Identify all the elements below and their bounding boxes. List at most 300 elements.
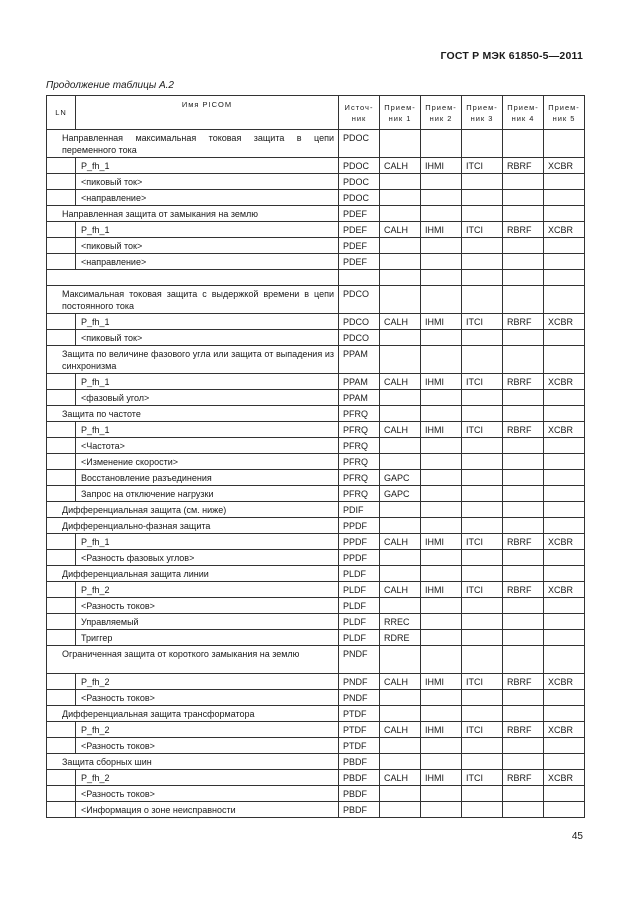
- picom-name-cell: <Разность токов>: [76, 738, 339, 754]
- receiver-1-cell: CALH: [380, 722, 421, 738]
- source-cell: PLDF: [339, 582, 380, 598]
- receiver-3-cell: ITCI: [462, 374, 503, 390]
- receiver-3-cell: [462, 270, 503, 286]
- receiver-5-cell: XCBR: [544, 534, 585, 550]
- receiver-2-cell: [421, 502, 462, 518]
- picom-name-cell: <направление>: [76, 190, 339, 206]
- receiver-2-cell: IHMI: [421, 674, 462, 690]
- receiver-3-cell: [462, 802, 503, 818]
- source-cell: PBDF: [339, 754, 380, 770]
- ln-cell: [47, 314, 76, 330]
- function-name-cell: Дифференциально-фазная защита: [47, 518, 339, 534]
- picom-name-cell: P_fh_1: [76, 222, 339, 238]
- receiver-2-cell: IHMI: [421, 158, 462, 174]
- receiver-5-cell: [544, 174, 585, 190]
- source-cell: PPDF: [339, 550, 380, 566]
- header-row: [47, 96, 585, 130]
- receiver-3-cell: [462, 646, 503, 674]
- receiver-5-cell: [544, 130, 585, 158]
- ln-cell: [47, 222, 76, 238]
- table-row: [47, 390, 585, 406]
- ln-cell: [47, 534, 76, 550]
- receiver-4-cell: RBRF: [503, 422, 544, 438]
- receiver-4-cell: [503, 470, 544, 486]
- table-row: [47, 534, 585, 550]
- receiver-3-cell: [462, 390, 503, 406]
- receiver-5-cell: [544, 346, 585, 374]
- receiver-1-cell: [380, 550, 421, 566]
- receiver-2-cell: [421, 802, 462, 818]
- receiver-3-cell: [462, 566, 503, 582]
- col-header-receiver-2: Прием-ник 2: [421, 96, 462, 130]
- receiver-2-cell: [421, 550, 462, 566]
- table-row: [47, 630, 585, 646]
- ln-cell: [47, 738, 76, 754]
- receiver-5-cell: [544, 206, 585, 222]
- receiver-3-cell: [462, 630, 503, 646]
- receiver-2-cell: [421, 566, 462, 582]
- source-cell: PBDF: [339, 802, 380, 818]
- picom-name-cell: P_fh_2: [76, 770, 339, 786]
- receiver-5-cell: [544, 438, 585, 454]
- receiver-1-cell: CALH: [380, 534, 421, 550]
- receiver-4-cell: [503, 406, 544, 422]
- col-header-name: Имя PICOM: [76, 96, 339, 130]
- table-row: [47, 454, 585, 470]
- table-row: [47, 646, 585, 674]
- receiver-2-cell: IHMI: [421, 582, 462, 598]
- picom-name-cell: P_fh_1: [76, 314, 339, 330]
- ln-cell: [47, 158, 76, 174]
- page-number: 45: [571, 831, 583, 842]
- receiver-5-cell: [544, 754, 585, 770]
- receiver-3-cell: ITCI: [462, 674, 503, 690]
- receiver-3-cell: ITCI: [462, 422, 503, 438]
- receiver-1-cell: [380, 390, 421, 406]
- receiver-4-cell: [503, 190, 544, 206]
- receiver-1-cell: GAPC: [380, 486, 421, 502]
- receiver-1-cell: [380, 646, 421, 674]
- table-row: [47, 770, 585, 786]
- receiver-1-cell: [380, 238, 421, 254]
- receiver-1-cell: [380, 706, 421, 722]
- col-header-receiver-4: Прием-ник 4: [503, 96, 544, 130]
- table-row: [47, 802, 585, 818]
- receiver-2-cell: [421, 438, 462, 454]
- receiver-5-cell: [544, 470, 585, 486]
- receiver-5-cell: [544, 330, 585, 346]
- receiver-4-cell: RBRF: [503, 222, 544, 238]
- picom-name-cell: <Разность фазовых углов>: [76, 550, 339, 566]
- table-row: [47, 674, 585, 690]
- receiver-1-cell: RREC: [380, 614, 421, 630]
- receiver-2-cell: [421, 754, 462, 770]
- ln-cell: [47, 802, 76, 818]
- receiver-4-cell: [503, 174, 544, 190]
- table-row: [47, 738, 585, 754]
- picom-name-cell: P_fh_1: [76, 374, 339, 390]
- receiver-3-cell: [462, 238, 503, 254]
- source-cell: PDEF: [339, 254, 380, 270]
- receiver-1-cell: CALH: [380, 158, 421, 174]
- receiver-5-cell: [544, 646, 585, 674]
- ln-cell: [47, 550, 76, 566]
- col-header-receiver-1: Прием-ник 1: [380, 96, 421, 130]
- receiver-4-cell: [503, 518, 544, 534]
- picom-name-cell: Восстановление разъединения: [76, 470, 339, 486]
- receiver-4-cell: [503, 206, 544, 222]
- receiver-5-cell: [544, 706, 585, 722]
- receiver-1-cell: [380, 566, 421, 582]
- receiver-5-cell: XCBR: [544, 222, 585, 238]
- receiver-4-cell: [503, 486, 544, 502]
- receiver-4-cell: [503, 614, 544, 630]
- ln-cell: [47, 254, 76, 270]
- receiver-1-cell: [380, 206, 421, 222]
- picom-name-cell: <Изменение скорости>: [76, 454, 339, 470]
- table-caption: Продолжение таблицы А.2: [46, 80, 174, 91]
- receiver-1-cell: [380, 406, 421, 422]
- receiver-5-cell: XCBR: [544, 674, 585, 690]
- source-cell: PDIF: [339, 502, 380, 518]
- source-cell: PTDF: [339, 706, 380, 722]
- ln-cell: [47, 422, 76, 438]
- picom-name-cell: <Разность токов>: [76, 690, 339, 706]
- col-header-receiver-5: Прием-ник 5: [544, 96, 585, 130]
- receiver-5-cell: XCBR: [544, 374, 585, 390]
- receiver-2-cell: [421, 454, 462, 470]
- receiver-1-cell: [380, 598, 421, 614]
- ln-cell: [47, 470, 76, 486]
- receiver-5-cell: XCBR: [544, 770, 585, 786]
- source-cell: PDEF: [339, 222, 380, 238]
- receiver-1-cell: [380, 690, 421, 706]
- receiver-1-cell: CALH: [380, 422, 421, 438]
- receiver-4-cell: RBRF: [503, 158, 544, 174]
- receiver-3-cell: [462, 190, 503, 206]
- ln-cell: [47, 786, 76, 802]
- receiver-5-cell: [544, 802, 585, 818]
- receiver-5-cell: [544, 690, 585, 706]
- receiver-4-cell: [503, 598, 544, 614]
- receiver-4-cell: [503, 738, 544, 754]
- receiver-1-cell: [380, 130, 421, 158]
- function-name-cell: Ограниченная защита от короткого замыкания на землю: [47, 646, 339, 674]
- col-header-ln: LN: [47, 96, 76, 130]
- receiver-3-cell: [462, 690, 503, 706]
- receiver-3-cell: ITCI: [462, 770, 503, 786]
- table-row: [47, 598, 585, 614]
- receiver-3-cell: [462, 550, 503, 566]
- receiver-3-cell: [462, 470, 503, 486]
- receiver-5-cell: [544, 566, 585, 582]
- receiver-5-cell: [544, 454, 585, 470]
- picom-name-cell: <фазовый угол>: [76, 390, 339, 406]
- blank-cell: [47, 270, 339, 286]
- receiver-5-cell: [544, 598, 585, 614]
- receiver-5-cell: [544, 630, 585, 646]
- table-row: [47, 566, 585, 582]
- receiver-1-cell: CALH: [380, 374, 421, 390]
- receiver-2-cell: [421, 206, 462, 222]
- receiver-5-cell: [544, 286, 585, 314]
- table-row: [47, 438, 585, 454]
- receiver-1-cell: CALH: [380, 582, 421, 598]
- receiver-2-cell: [421, 286, 462, 314]
- picom-name-cell: <Частота>: [76, 438, 339, 454]
- picom-name-cell: <пиковый ток>: [76, 238, 339, 254]
- receiver-3-cell: [462, 614, 503, 630]
- source-cell: PNDF: [339, 674, 380, 690]
- picom-name-cell: Управляемый: [76, 614, 339, 630]
- receiver-1-cell: [380, 254, 421, 270]
- table-row: [47, 222, 585, 238]
- receiver-4-cell: [503, 706, 544, 722]
- receiver-1-cell: [380, 346, 421, 374]
- source-cell: PFRQ: [339, 454, 380, 470]
- receiver-2-cell: [421, 518, 462, 534]
- picom-name-cell: Запрос на отключение нагрузки: [76, 486, 339, 502]
- receiver-3-cell: [462, 598, 503, 614]
- receiver-2-cell: [421, 174, 462, 190]
- receiver-2-cell: [421, 630, 462, 646]
- ln-cell: [47, 486, 76, 502]
- function-name-cell: Защита сборных шин: [47, 754, 339, 770]
- receiver-4-cell: RBRF: [503, 374, 544, 390]
- table-row: [47, 314, 585, 330]
- receiver-1-cell: RDRE: [380, 630, 421, 646]
- receiver-2-cell: [421, 270, 462, 286]
- table-row: [47, 614, 585, 630]
- receiver-4-cell: [503, 454, 544, 470]
- receiver-1-cell: CALH: [380, 674, 421, 690]
- source-cell: PDEF: [339, 238, 380, 254]
- table-row: [47, 754, 585, 770]
- receiver-2-cell: [421, 330, 462, 346]
- receiver-4-cell: [503, 630, 544, 646]
- receiver-1-cell: [380, 330, 421, 346]
- receiver-3-cell: [462, 174, 503, 190]
- receiver-4-cell: [503, 566, 544, 582]
- receiver-2-cell: [421, 786, 462, 802]
- receiver-3-cell: [462, 330, 503, 346]
- receiver-1-cell: [380, 754, 421, 770]
- receiver-2-cell: [421, 130, 462, 158]
- receiver-5-cell: [544, 502, 585, 518]
- receiver-1-cell: CALH: [380, 222, 421, 238]
- receiver-4-cell: RBRF: [503, 770, 544, 786]
- table-row: [47, 346, 585, 374]
- receiver-1-cell: [380, 802, 421, 818]
- receiver-1-cell: [380, 270, 421, 286]
- receiver-3-cell: [462, 254, 503, 270]
- source-cell: PPAM: [339, 346, 380, 374]
- picom-name-cell: P_fh_1: [76, 534, 339, 550]
- table-row: [47, 286, 585, 314]
- source-cell: PDOC: [339, 130, 380, 158]
- receiver-1-cell: [380, 190, 421, 206]
- receiver-3-cell: ITCI: [462, 722, 503, 738]
- receiver-2-cell: IHMI: [421, 534, 462, 550]
- receiver-2-cell: [421, 470, 462, 486]
- receiver-5-cell: [544, 614, 585, 630]
- table-row: [47, 550, 585, 566]
- receiver-2-cell: [421, 238, 462, 254]
- receiver-4-cell: RBRF: [503, 722, 544, 738]
- receiver-2-cell: [421, 486, 462, 502]
- receiver-5-cell: XCBR: [544, 422, 585, 438]
- table-row: [47, 238, 585, 254]
- receiver-5-cell: [544, 270, 585, 286]
- ln-cell: [47, 454, 76, 470]
- table-row: [47, 786, 585, 802]
- table-row: [47, 254, 585, 270]
- receiver-3-cell: [462, 486, 503, 502]
- receiver-1-cell: [380, 786, 421, 802]
- source-cell: PPAM: [339, 374, 380, 390]
- picom-name-cell: <пиковый ток>: [76, 330, 339, 346]
- receiver-2-cell: IHMI: [421, 374, 462, 390]
- receiver-2-cell: [421, 598, 462, 614]
- receiver-4-cell: [503, 786, 544, 802]
- receiver-5-cell: [544, 518, 585, 534]
- receiver-4-cell: [503, 254, 544, 270]
- source-cell: PTDF: [339, 738, 380, 754]
- picom-name-cell: P_fh_2: [76, 722, 339, 738]
- receiver-3-cell: ITCI: [462, 314, 503, 330]
- receiver-4-cell: RBRF: [503, 534, 544, 550]
- receiver-2-cell: [421, 646, 462, 674]
- table-row: [47, 158, 585, 174]
- receiver-4-cell: [503, 270, 544, 286]
- table-row: [47, 374, 585, 390]
- col-header-receiver-3: Прием-ник 3: [462, 96, 503, 130]
- table-row: [47, 470, 585, 486]
- source-cell: PDEF: [339, 206, 380, 222]
- picom-name-cell: P_fh_2: [76, 582, 339, 598]
- source-cell: PDCO: [339, 286, 380, 314]
- receiver-3-cell: [462, 286, 503, 314]
- table-row: [47, 330, 585, 346]
- receiver-4-cell: [503, 330, 544, 346]
- receiver-3-cell: [462, 206, 503, 222]
- source-cell: PDCO: [339, 330, 380, 346]
- receiver-4-cell: [503, 802, 544, 818]
- receiver-4-cell: RBRF: [503, 314, 544, 330]
- ln-cell: [47, 190, 76, 206]
- ln-cell: [47, 374, 76, 390]
- source-cell: PFRQ: [339, 438, 380, 454]
- receiver-2-cell: [421, 738, 462, 754]
- source-cell: PLDF: [339, 630, 380, 646]
- receiver-1-cell: [380, 454, 421, 470]
- source-cell: PFRQ: [339, 422, 380, 438]
- function-name-cell: Направленная максимальная токовая защита в цепи переменного тока: [47, 130, 339, 158]
- receiver-5-cell: XCBR: [544, 314, 585, 330]
- receiver-2-cell: [421, 690, 462, 706]
- ln-cell: [47, 770, 76, 786]
- receiver-5-cell: XCBR: [544, 582, 585, 598]
- receiver-4-cell: [503, 646, 544, 674]
- ln-cell: [47, 690, 76, 706]
- receiver-4-cell: [503, 238, 544, 254]
- receiver-4-cell: [503, 690, 544, 706]
- source-cell: PBDF: [339, 786, 380, 802]
- receiver-4-cell: [503, 754, 544, 770]
- picom-name-cell: Триггер: [76, 630, 339, 646]
- table-row: [47, 270, 585, 286]
- table-row: [47, 502, 585, 518]
- function-name-cell: Направленная защита от замыкания на землю: [47, 206, 339, 222]
- receiver-2-cell: IHMI: [421, 222, 462, 238]
- ln-cell: [47, 390, 76, 406]
- receiver-1-cell: GAPC: [380, 470, 421, 486]
- receiver-2-cell: IHMI: [421, 314, 462, 330]
- table-row: [47, 582, 585, 598]
- table-row: [47, 722, 585, 738]
- source-cell: [339, 270, 380, 286]
- receiver-5-cell: [544, 486, 585, 502]
- receiver-5-cell: [544, 738, 585, 754]
- receiver-3-cell: [462, 502, 503, 518]
- receiver-4-cell: [503, 438, 544, 454]
- ln-cell: [47, 722, 76, 738]
- source-cell: PBDF: [339, 770, 380, 786]
- receiver-5-cell: XCBR: [544, 158, 585, 174]
- source-cell: PLDF: [339, 614, 380, 630]
- receiver-2-cell: [421, 346, 462, 374]
- receiver-1-cell: CALH: [380, 314, 421, 330]
- document-id: ГОСТ Р МЭК 61850-5—2011: [440, 50, 583, 62]
- table-row: [47, 690, 585, 706]
- receiver-5-cell: [544, 390, 585, 406]
- receiver-5-cell: [544, 786, 585, 802]
- receiver-5-cell: [544, 190, 585, 206]
- receiver-3-cell: ITCI: [462, 534, 503, 550]
- receiver-3-cell: [462, 454, 503, 470]
- source-cell: PFRQ: [339, 470, 380, 486]
- receiver-2-cell: [421, 614, 462, 630]
- receiver-1-cell: [380, 502, 421, 518]
- source-cell: PDOC: [339, 190, 380, 206]
- picom-name-cell: <Разность токов>: [76, 598, 339, 614]
- receiver-2-cell: [421, 190, 462, 206]
- source-cell: PPDF: [339, 518, 380, 534]
- table-row: [47, 706, 585, 722]
- receiver-1-cell: CALH: [380, 770, 421, 786]
- receiver-1-cell: [380, 518, 421, 534]
- receiver-5-cell: [544, 550, 585, 566]
- source-cell: PTDF: [339, 722, 380, 738]
- ln-cell: [47, 630, 76, 646]
- function-name-cell: Дифференциальная защита (см. ниже): [47, 502, 339, 518]
- source-cell: PDCO: [339, 314, 380, 330]
- receiver-5-cell: XCBR: [544, 722, 585, 738]
- receiver-4-cell: RBRF: [503, 674, 544, 690]
- receiver-3-cell: ITCI: [462, 582, 503, 598]
- source-cell: PFRQ: [339, 406, 380, 422]
- receiver-4-cell: [503, 502, 544, 518]
- receiver-5-cell: [544, 254, 585, 270]
- receiver-2-cell: [421, 390, 462, 406]
- table-row: [47, 174, 585, 190]
- table-row: [47, 130, 585, 158]
- receiver-3-cell: [462, 786, 503, 802]
- receiver-2-cell: [421, 406, 462, 422]
- table-row: [47, 406, 585, 422]
- table-row: [47, 422, 585, 438]
- receiver-4-cell: [503, 286, 544, 314]
